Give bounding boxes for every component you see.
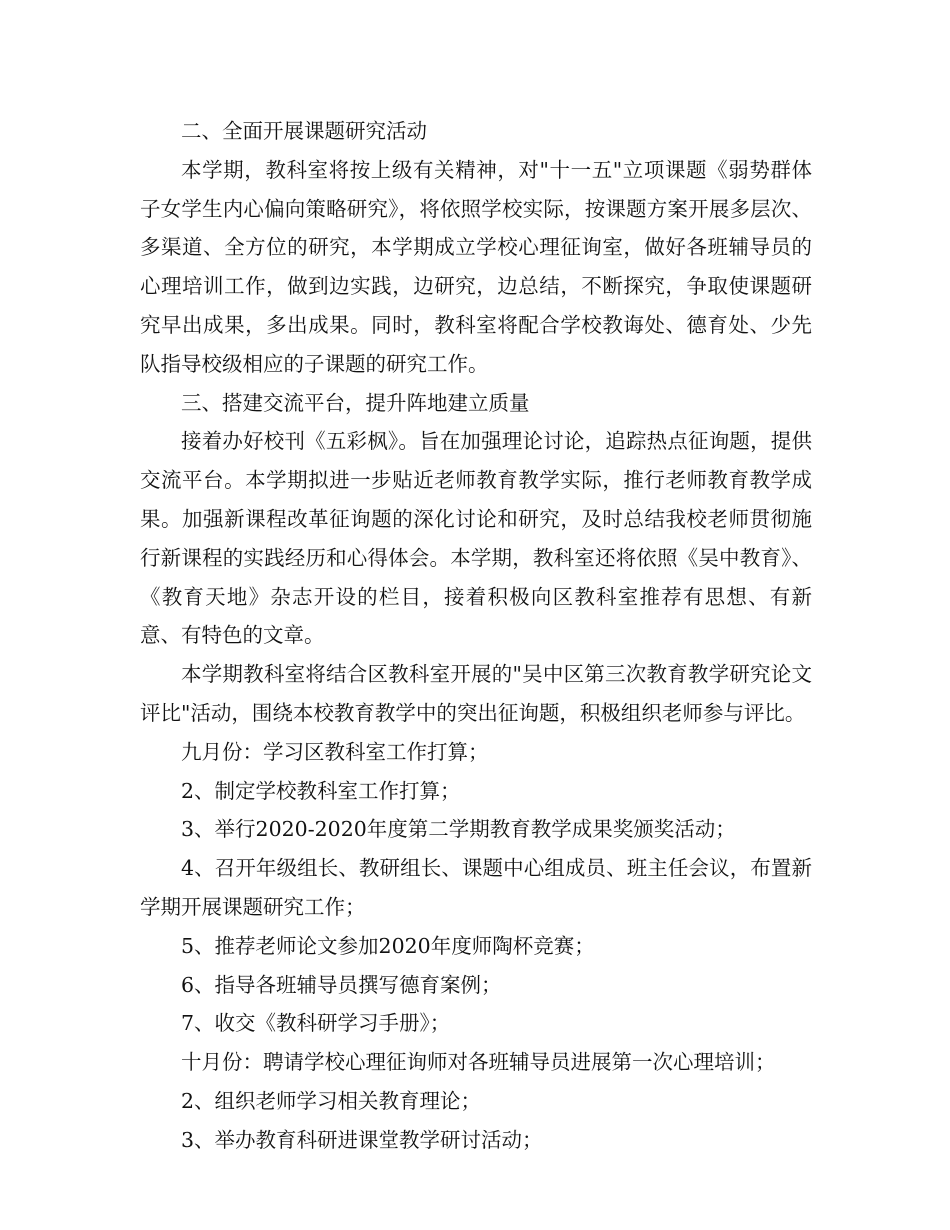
document-body: [140, 112, 812, 1160]
list-item: 3、举办教育科研进课堂教学研讨活动；: [181, 1127, 543, 1152]
list-item-september: 九月份：学习区教科室工作打算；: [181, 739, 489, 764]
list-item: 2、制定学校教科室工作打算；: [181, 778, 461, 803]
list-item: 7、收交《教科研学习手册》；: [181, 1011, 451, 1036]
list-item: 5、推荐老师论文参加2020年度师陶杯竞赛；: [181, 933, 595, 958]
section-heading-3: 三、搭建交流平台，提升阵地建立质量: [181, 390, 530, 415]
section-heading-2: 二、全面开展课题研究活动: [181, 119, 427, 143]
list-item: 6、指导各班辅导员撰写德育案例；: [181, 972, 502, 997]
list-item: 3、举行2020-2020年度第二学期教育教学成果奖颁奖活动；: [181, 817, 736, 842]
paragraph-paper-contest: 本学期教科室将结合区教科室开展的"吴中区第三次教育教学研究论文评比"活动，围绕本校教育教学中的突出征询题，积极组织老师参与评比。: [140, 662, 812, 725]
list-item: 2、组织老师学习相关教育理论；: [181, 1088, 482, 1113]
paragraph-journal: 接着办好校刊《五彩枫》。旨在加强理论讨论，追踪热点征询题，提供交流平台。本学期拟进一步贴近老师教育教学实际，推行老师教育教学成果。加强新课程改革征询题的深化讨论和研究，及时总结我校老师贯彻施行新课程的实践经历和心得体会。本学期，教科室还将依照《吴中教育》、《教育天地》杂志开设的栏目，接着积极向区教科室推荐有思想、有新意、有特色的文章。: [140, 429, 812, 648]
list-item: 4、召开年级组长、教研组长、课题中心组成员、班主任会议，布置新学期开展课题研究工作；: [140, 856, 812, 919]
list-item-october: 十月份：聘请学校心理征询师对各班辅导员进展第一次心理培训；: [181, 1050, 776, 1075]
paragraph-research: 本学期，教科室将按上级有关精神，对"十一五"立项课题《弱势群体子女学生内心偏向策略研究》，将依照学校实际，按课题方案开展多层次、多渠道、全方位的研究，本学期成立学校心理征询室，做好各班辅导员的心理培训工作，做到边实践，边研究，边总结，不断探究，争取使课题研究早出成果，多出成果。同时，教科室将配合学校教诲处、德育处、少先队指导校级相应的子课题的研究工作。: [140, 157, 812, 376]
